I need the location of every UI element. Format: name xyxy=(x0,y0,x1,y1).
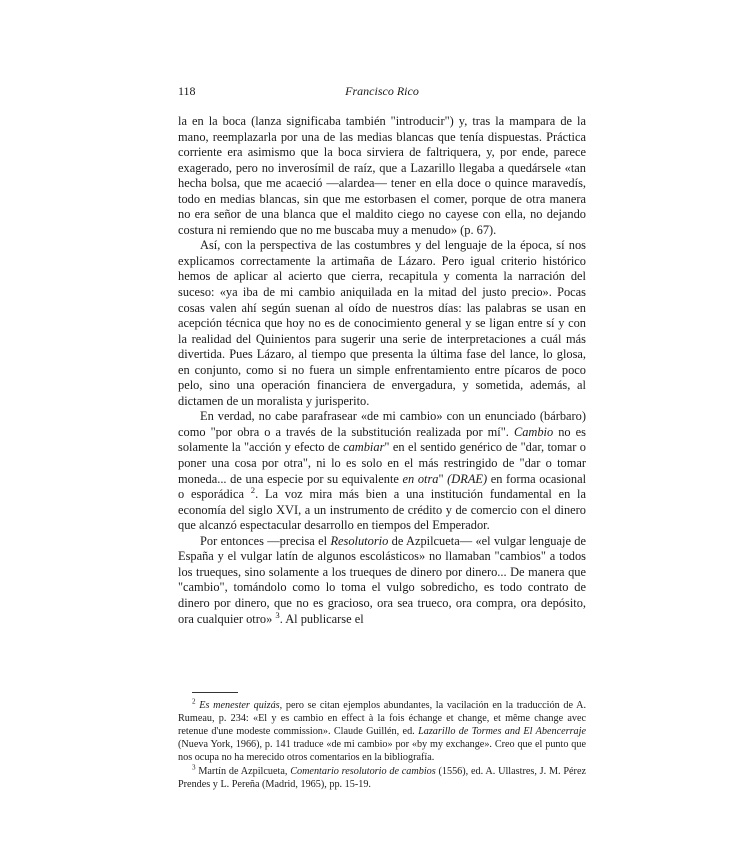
footnote-3-text-b: (1556), ed. A. Ullastres, J. M. Pérez Prendes y L. Pereña (Madrid, 1965), pp. 15-19. xyxy=(178,766,586,790)
term-resolutorio: Resolutorio xyxy=(330,533,389,548)
paragraph-2: Así, con la perspectiva de las costumbres y del lenguaje de la época, sí nos explicamos correctamente la artimaña de Lázaro. Pero igual criterio histórico hemos de aplicar al acierto que cierra, recapitula y comenta la narración del suceso: «ya iba de mi cambio aniquilada en la mitad del justo precio». Pocas cosas valen ahí según suenan al oído de nuestros días: las palabras se usan en acepción técnica que hoy no es de conocimiento general y se ligan entre sí y con la realidad del Quinientos para sugerir una serie de interpretaciones a cuál más divertida. Pues Lázaro, al tiempo que presenta la última fase del lance, lo glosa, en conjunto, como si no fuera un simple enfrentamiento entre pícaros de poco pelo, sino una operación financiera de envergadura, y sometida, además, al dictamen de un moralista y jurisperito. xyxy=(178,238,586,408)
paragraph-3-text-d: " xyxy=(438,471,448,486)
term-cambiar: cambiar xyxy=(343,440,385,455)
term-en-otra: en otra xyxy=(402,471,439,486)
paragraph-3-text-c: " en el sentido genérico de "dar, tomar o poner una cosa por otra", ni lo es solo en el más restringido de "dar o tomar moneda... de una especie por su equivalente xyxy=(178,440,586,486)
paragraph-4-text-c: . Al publicarse el xyxy=(279,611,364,626)
paragraph-3-text-a: En verdad, no cabe parafrasear «de mi cambio» con un enunciado (bárbaro) como "por obra o a través de la substitución realizada por mí". xyxy=(178,409,586,439)
paragraph-3-text-f: . La voz mira más bien a una institución fundamental en la economía del siglo XVI, a un instrumento de crédito y de comercio con el dinero que alcanzó espectacular desarrollo en tiempos del Emperador. xyxy=(178,487,586,533)
paragraph-4-text-a: Por entonces —precisa el xyxy=(200,533,331,548)
paragraph-4 xyxy=(178,534,586,627)
footnote-2-quizas: quizás xyxy=(253,700,280,711)
paragraph-1: la en la boca (lanza significaba también "introducir") y, tras la mampara de la mano, reemplazarla por una de las medias blancas que tenía dispuestas. Práctica corriente era asimismo que la boca sirviera de faltriquera, y, por ende, parece exagerado, pero no inverosímil de raíz, que a Lazarillo llegaba a quedársele «tan hecha bolsa, que me acaeció —alardea— tener en ella doce o quince maravedís, todo en medias blancas, sin que me estorbasen el comer, porque de otra manera no era señor de una blanca que el maldito ciego no cayese con ella, no dejando costura ni remiendo que no me buscaba muy a menudo» (p. 67). xyxy=(178,114,586,237)
running-title: Francisco Rico xyxy=(345,84,419,98)
footnote-2-es-menester: Es menester xyxy=(199,700,250,711)
footnote-2-title: Lazarillo de Tormes and El Abencerraje xyxy=(418,726,586,737)
body-text xyxy=(178,114,586,627)
footnote-3 xyxy=(178,765,586,791)
page-number: 118 xyxy=(178,84,196,98)
paragraph-3-text-b: no es solamente la "acción y efecto de xyxy=(178,424,586,455)
footnote-divider xyxy=(192,692,238,693)
term-cambio: Cambio xyxy=(513,424,554,439)
footnote-2-number: 2 xyxy=(192,697,196,706)
footnotes xyxy=(178,699,586,791)
footnote-ref-2: 2 xyxy=(250,485,256,495)
footnote-2-text-d: (Nueva York, 1966), p. 141 traduce «de mi cambio» por «by my exchange». Creo que el punto que nos ocupa no ha merecido otros comentarios en la bibliografía. xyxy=(178,739,586,763)
footnote-3-text-a: Martín de Azpilcueta, xyxy=(195,766,291,777)
footnote-ref-3: 3 xyxy=(275,609,280,620)
paragraph-3-text-e: en forma ocasional o esporádica xyxy=(178,471,587,502)
paragraph-4-text-b: de Azpilcueta— «el vulgar lenguaje de España y el vulgar latín de algunos escolásticos» no llamaban "cambios" a todos los trueques, sino solamente a los trueques de dinero por dinero... De manera que "cambio", tomándolo como lo toma el vulgo sobredicho, es todo contrato de dinero por dinero, que no es gracioso, ora sea trueco, ora compra, ora depósito, ora cualquier otro» xyxy=(178,533,587,626)
footnote-2-text-c: , pero se citan ejemplos abundantes, la vacilación en la traducción de A. Rumeau, p. 234: «El y es cambio en effect à la fois échange et change, et même change avec retenue d'une modeste commission». Claude Guillén, ed. xyxy=(178,700,587,737)
footnote-3-title: Comentario resolutorio de cambios xyxy=(290,766,436,777)
running-head xyxy=(178,84,586,100)
footnote-3-number: 3 xyxy=(192,763,196,772)
term-drae: (DRAE) xyxy=(447,471,488,486)
footnote-2 xyxy=(178,699,586,764)
paragraph-3 xyxy=(178,409,586,533)
